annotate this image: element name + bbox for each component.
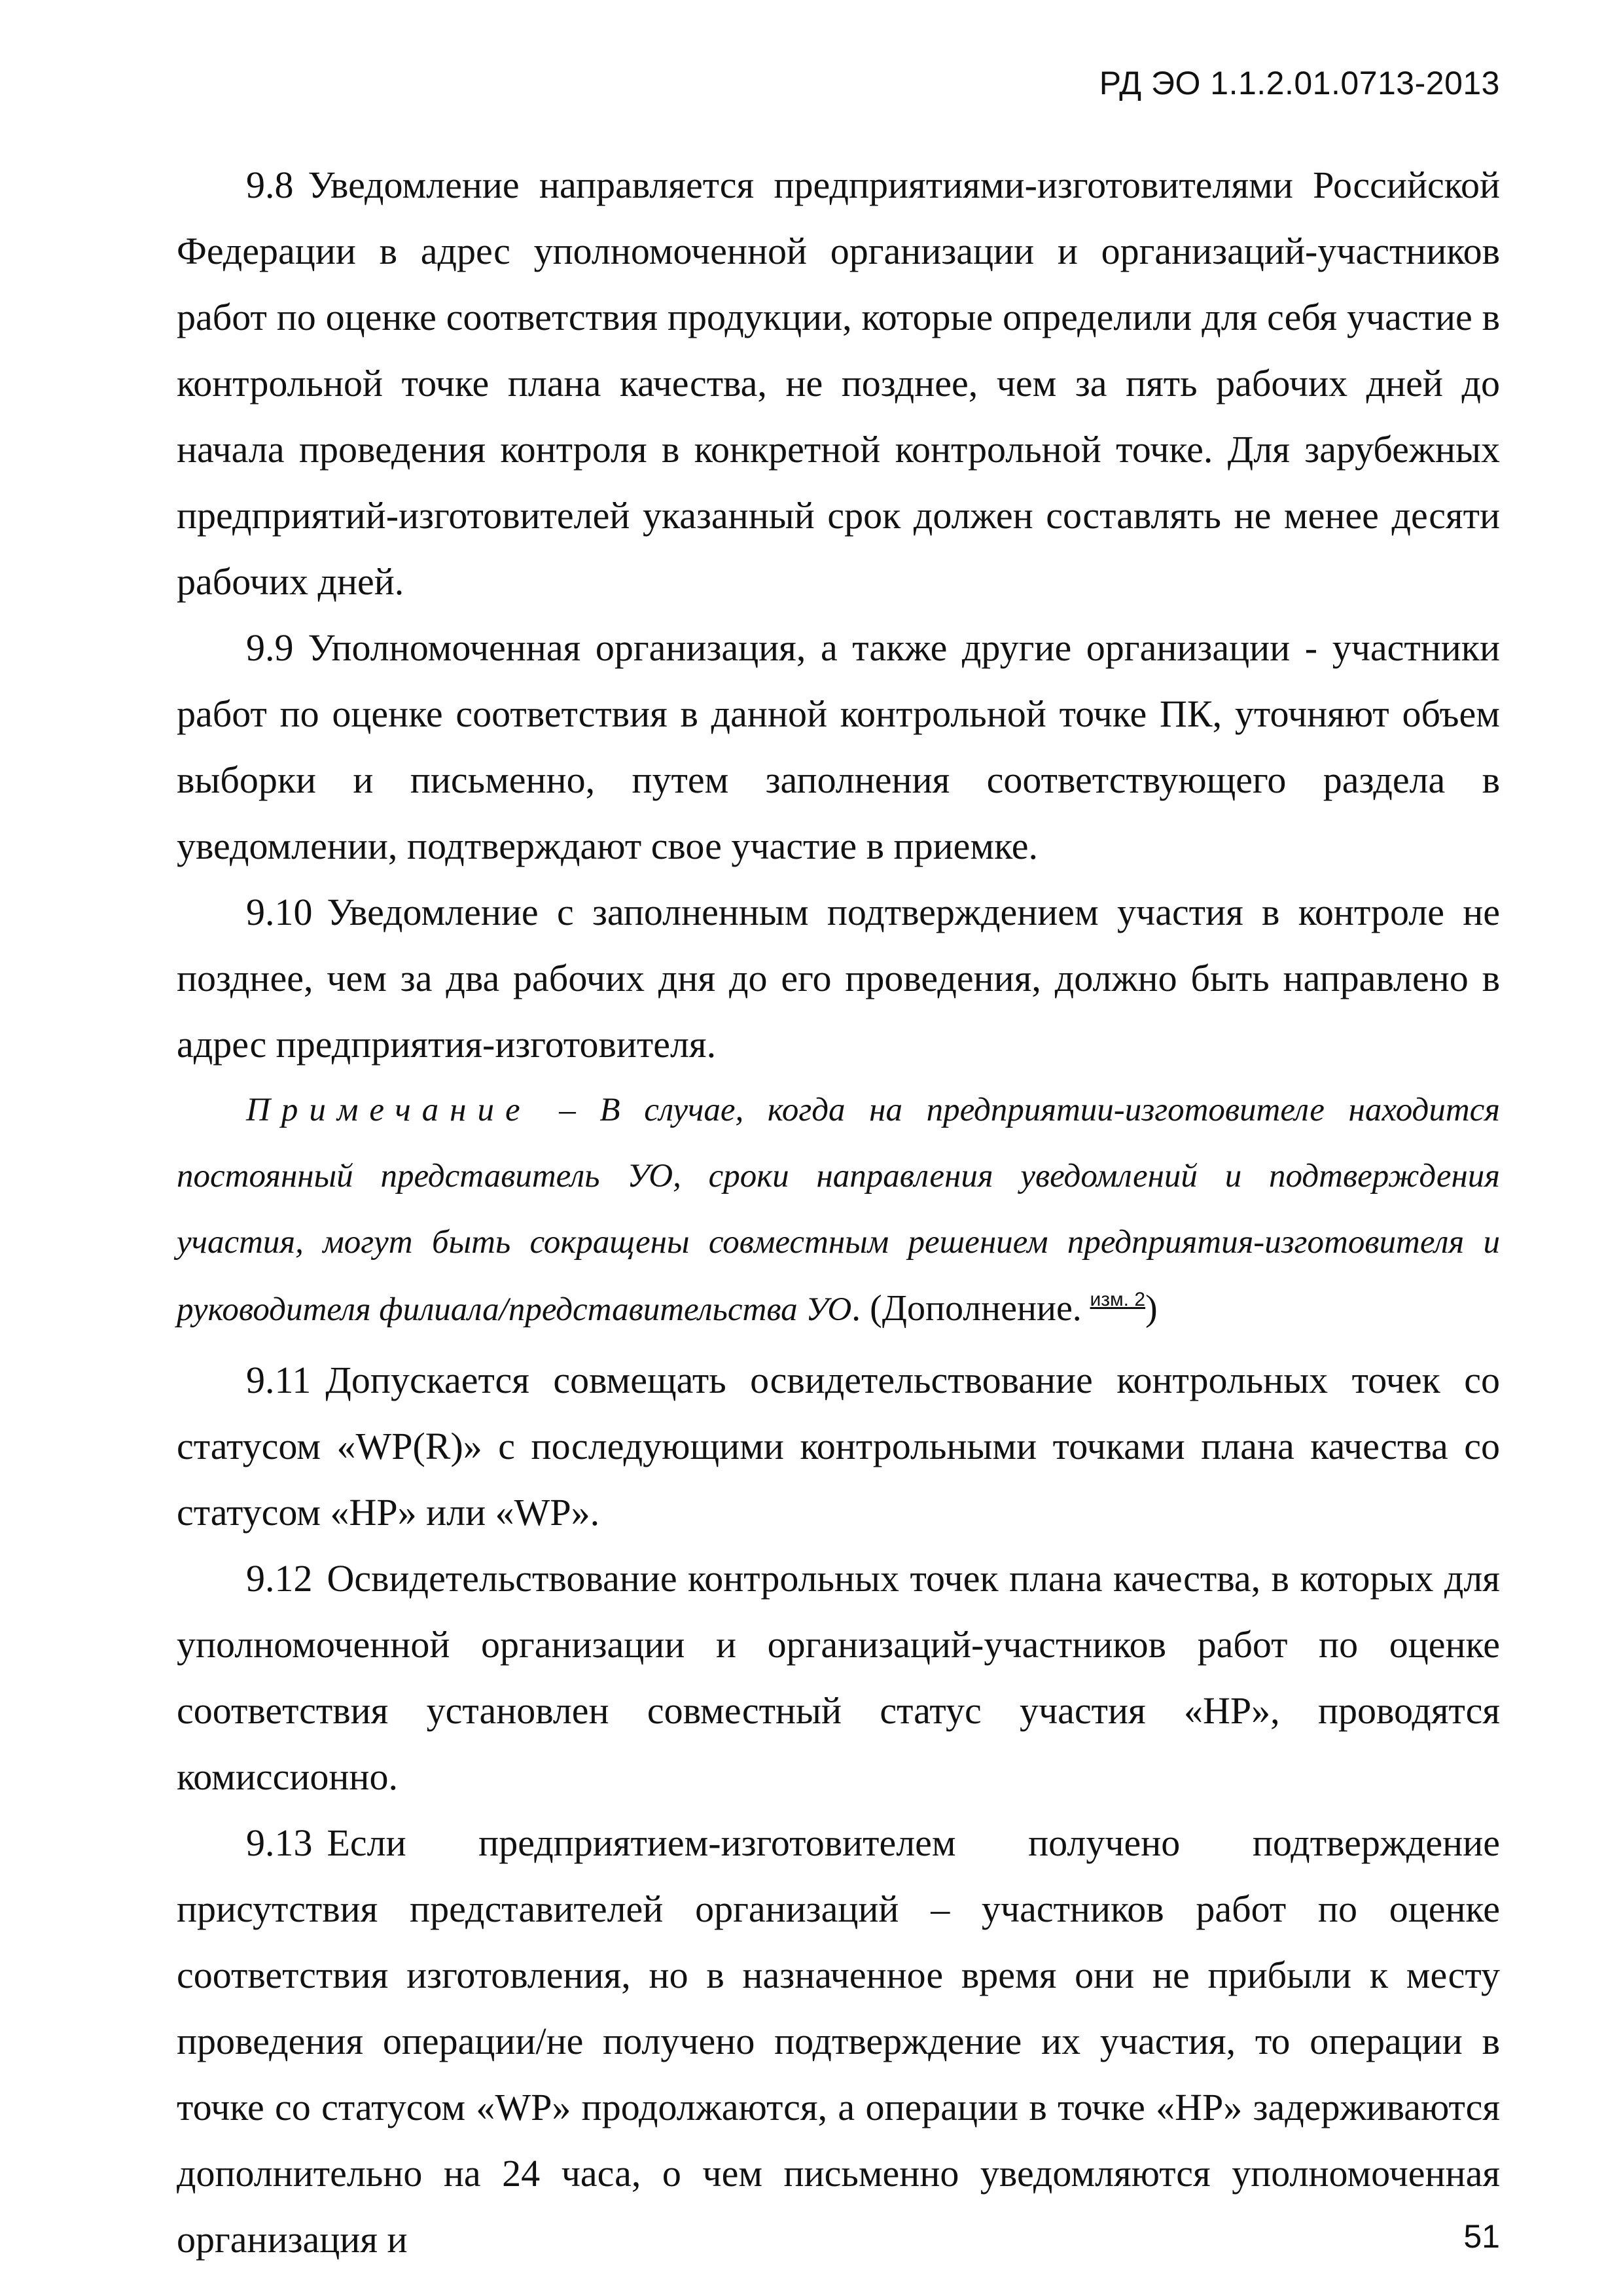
note-text: – В случае, когда на предприятии-изготовителе находится постоянный представитель УО, сроки направления уведомлений и подтверждения участия, могут быть сокращены совместным решением предприятия-изготовителя и руководителя филиала/представительства УО bbox=[177, 1092, 1501, 1328]
amendment-mark: изм. 2 bbox=[1090, 1289, 1146, 1310]
paragraph-number: 9.12 bbox=[246, 1557, 313, 1600]
paragraph-9-10 bbox=[177, 879, 1500, 1077]
document-code-header: РД ЭО 1.1.2.01.0713-2013 bbox=[1099, 65, 1500, 101]
paragraph-text: Освидетельствование контрольных точек плана качества, в которых для уполномоченной организации и организаций-участников работ по оценке соответствия установлен совместный статус участия «HP», проводятся комиссионно. bbox=[177, 1557, 1500, 1798]
paragraph-text: Допускается совмещать освидетельствование контрольных точек со статусом «WP(R)» с последующими контрольными точками плана качества со статусом «HP» или «WP». bbox=[177, 1359, 1500, 1534]
note-label: Примечание bbox=[246, 1092, 531, 1128]
paragraph-number: 9.10 bbox=[246, 891, 313, 933]
paragraph-number: 9.9 bbox=[246, 626, 294, 669]
note-block bbox=[177, 1077, 1500, 1347]
paragraph-9-11 bbox=[177, 1347, 1500, 1545]
paragraph-number: 9.8 bbox=[246, 164, 294, 206]
paragraph-9-8 bbox=[177, 152, 1500, 615]
paragraph-9-12 bbox=[177, 1545, 1500, 1810]
paragraph-text: Уведомление направляется предприятиями-изготовителями Российской Федерации в адрес уполномоченной организации и организаций-участников работ по оценке соответствия продукции, которые определили для себя участие в контрольной точке плана качества, не позднее, чем за пять рабочих дней до начала проведения контроля в конкретной контрольной точке. Для зарубежных предприятий-изготовителей указанный срок должен составлять не менее десяти рабочих дней. bbox=[177, 164, 1500, 603]
body-text bbox=[177, 152, 1500, 2272]
note-addition: . (Дополнение. bbox=[851, 1288, 1082, 1329]
page-number: 51 bbox=[1463, 2218, 1500, 2255]
paragraph-number: 9.13 bbox=[246, 1821, 313, 1864]
note-addition-close: ) bbox=[1145, 1288, 1158, 1329]
paragraph-9-9 bbox=[177, 615, 1500, 879]
paragraph-9-13 bbox=[177, 1810, 1500, 2272]
paragraph-text: Уполномоченная организация, а также другие организации - участники работ по оценке соответствия в данной контрольной точке ПК, уточняют объем выборки и письменно, путем заполнения соответствующего раздела в уведомлении, подтверждают свое участие в приемке. bbox=[177, 626, 1500, 867]
paragraph-text: Если предприятием-изготовителем получено подтверждение присутствия представителей организаций – участников работ по оценке соответствия изготовления, но в назначенное время они не прибыли к месту проведения операции/не получено подтверждение их участия, то операции в точке со статусом «WP» продолжаются, а операции в точке «HP» задерживаются дополнительно на 24 часа, о чем письменно уведомляются уполномоченная организация и bbox=[177, 1821, 1500, 2261]
paragraph-text: Уведомление с заполненным подтверждением участия в контроле не позднее, чем за два рабочих дня до его проведения, должно быть направлено в адрес предприятия-изготовителя. bbox=[177, 891, 1500, 1066]
paragraph-number: 9.11 bbox=[246, 1359, 312, 1401]
